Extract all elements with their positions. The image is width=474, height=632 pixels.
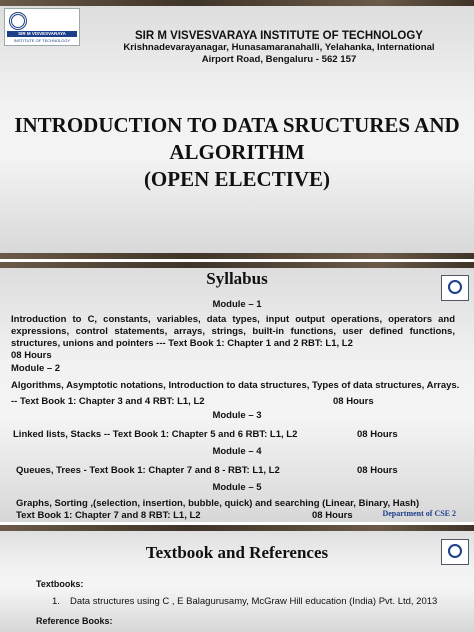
module-5-hours: 08 Hours <box>312 510 353 521</box>
module-3-hours: 08 Hours <box>357 429 398 440</box>
emblem-icon <box>448 544 462 558</box>
textbooks-label: Textbooks: <box>36 579 84 589</box>
module-1-text <box>11 314 455 362</box>
logo-band-text: SIR M VISVESVARAYA <box>7 31 77 37</box>
institute-logo <box>4 8 80 46</box>
module-2-text: Algorithms, Asymptotic notations, Introduction to data structures, Types of data structures, Arrays. <box>11 380 460 391</box>
course-title-line-1: INTRODUCTION TO DATA SRUCTURES AND <box>14 113 460 137</box>
textbook-heading: Textbook and References <box>145 543 329 562</box>
course-title-line-3: (OPEN ELECTIVE) <box>143 167 331 191</box>
textbook-item-text: Data structures using C , E Balagurusamy, McGraw Hill education (India) Pvt. Ltd, 2013 <box>70 596 438 607</box>
module-5-ref: Text Book 1: Chapter 7 and 8 RBT: L1, L2 <box>16 510 201 521</box>
syllabus-heading: Syllabus <box>206 269 268 288</box>
module-1-title: Module – 1 <box>212 299 262 310</box>
emblem-icon <box>9 12 27 30</box>
module-2-title: Module – 2 <box>11 363 61 374</box>
module-2-hours: 08 Hours <box>333 396 374 407</box>
slide-top-bar <box>0 0 474 6</box>
reference-books-label: Reference Books: <box>36 616 113 626</box>
module-5-text: Graphs, Sorting ,(selection, insertion, bubble, quick) and searching (Linear, Binary, Hash) <box>16 498 420 509</box>
module-2-ref: -- Text Book 1: Chapter 3 and 4 RBT: L1, L2 <box>11 396 205 407</box>
title-slide <box>0 0 474 259</box>
course-title-line-2: ALGORITHM <box>169 140 305 164</box>
module-1-content: Introduction to C, constants, variables, data types, input output operations, operators and expressions, control statements, arrays, strings, built-in functions, user defined functions, structures, unions and pointers --- Text Book 1: Chapter 1 and 2 RBT: L1, L2 <box>11 314 455 349</box>
slide-top-bar <box>0 262 474 268</box>
corner-logo <box>441 539 469 565</box>
address-line-2: Airport Road, Bengaluru - 562 157 <box>201 54 357 65</box>
slide-bottom-bar <box>0 253 474 259</box>
module-5-title: Module – 5 <box>212 482 262 493</box>
slide-top-bar <box>0 525 474 531</box>
textbook-item-number: 1. <box>52 596 60 607</box>
department-footer: Department of CSE 2 <box>382 509 456 518</box>
syllabus-slide <box>0 262 474 522</box>
course-title <box>0 112 474 193</box>
module-1-hours: 08 Hours <box>11 350 52 361</box>
textbook-slide <box>0 525 474 632</box>
module-3-title: Module – 3 <box>212 410 262 421</box>
module-4-hours: 08 Hours <box>357 465 398 476</box>
textbook-item <box>52 596 437 607</box>
logo-sub-text: INSTITUTE OF TECHNOLOGY <box>13 38 71 43</box>
institute-name: SIR M VISVESVARAYA INSTITUTE OF TECHNOLOGY <box>135 30 423 42</box>
address-line-1: Krishnadevarayanagar, Hunasamaranahalli, Yelahanka, International <box>123 42 435 53</box>
module-4-ref: Queues, Trees - Text Book 1: Chapter 7 and 8 - RBT: L1, L2 <box>16 465 280 476</box>
module-4-title: Module – 4 <box>212 446 262 457</box>
module-3-ref: Linked lists, Stacks -- Text Book 1: Chapter 5 and 6 RBT: L1, L2 <box>13 429 298 440</box>
institute-address <box>84 42 474 66</box>
